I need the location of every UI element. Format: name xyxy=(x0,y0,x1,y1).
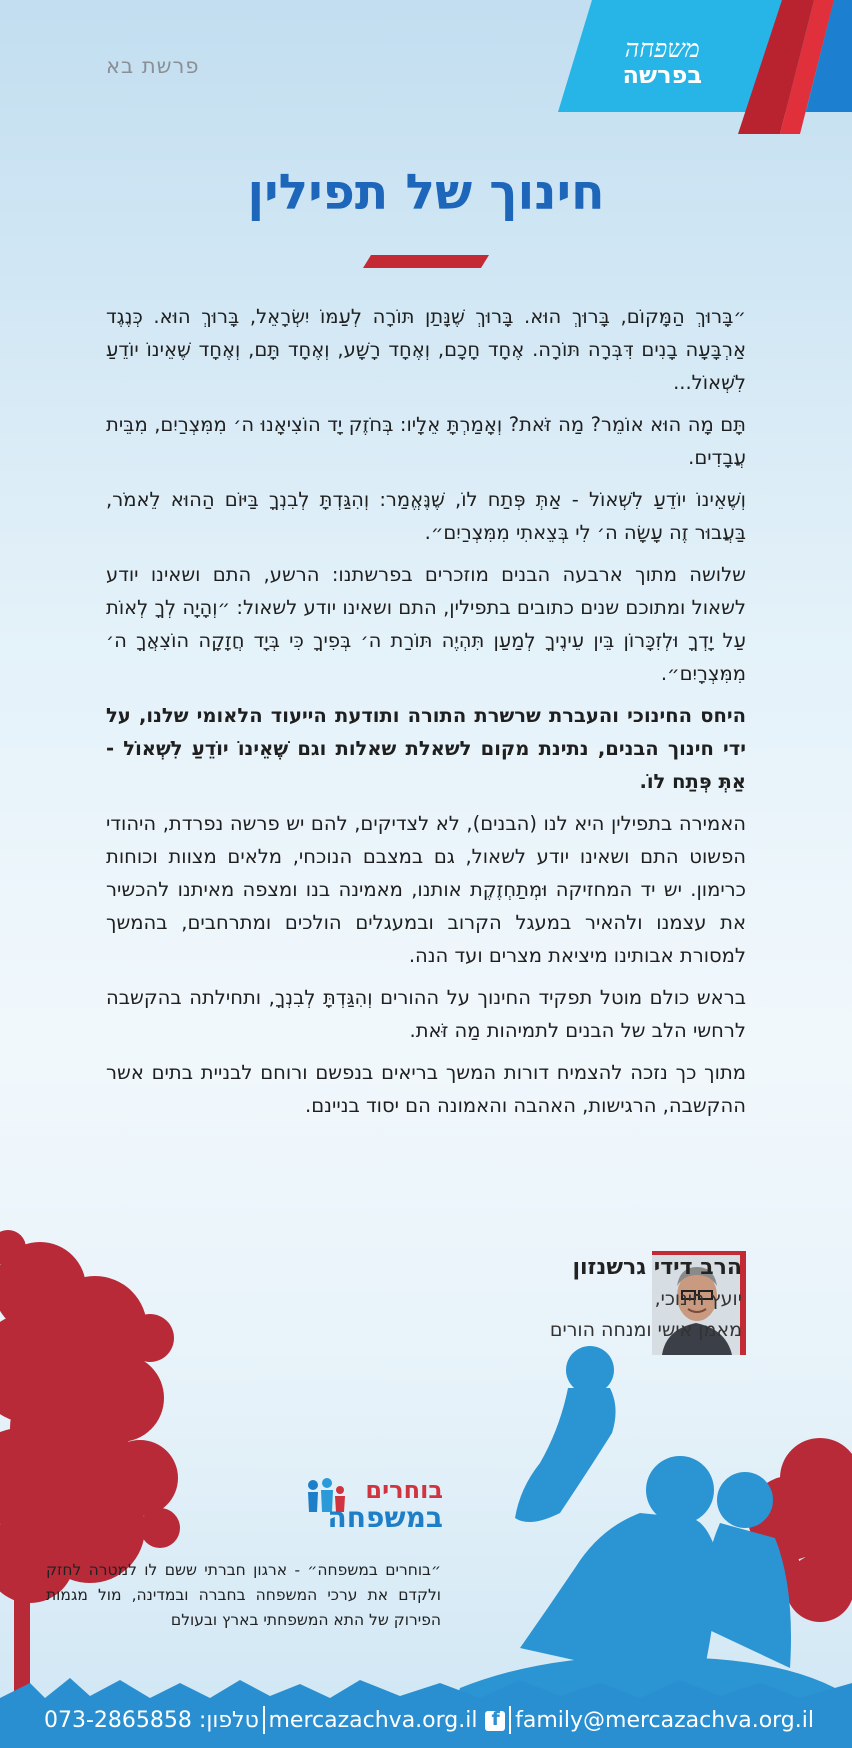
logo-line1: בוחרים xyxy=(365,1476,443,1504)
author-name: הרב דידי גרשנזון xyxy=(572,1255,742,1280)
brand-logo-script: משפחה xyxy=(624,34,700,63)
title-underline xyxy=(363,255,489,268)
red-tree-left xyxy=(0,1230,180,1728)
organization-description: ״בוחרים במשפחה״ - ארגון חברתי ששם לו למטרה לחזק ולקדם את ערכי המשפחה בחברה ובמדינה, מול מגמות הפירוק של התא המשפחתי בארץ ובעולם xyxy=(46,1561,441,1629)
author-title: מאמן אישי ומנחה הורים xyxy=(549,1319,742,1341)
article-paragraph-bold: היחס החינוכי והעברת שרשרת התורה ותודעת הייעוד הלאומי שלנו, על ידי חינוך הבנים, נתינת מקום לשאלת שאלות וגם שֶׁאֵינוֹ יוֹדֵעַ לִשְׁאוֹל - אַתְּ פְּתַח לוֹ. xyxy=(106,704,746,793)
footer-phone xyxy=(44,1708,259,1733)
brand-logo-sub: בפרשה xyxy=(622,61,702,89)
author-title: יועץ חינוכי, xyxy=(654,1288,742,1310)
article-paragraph: שלושה מתוך ארבעה הבנים מוזכרים בפרשתנו: הרשע, התם ושאינו יודע לשאול ומתוכם שנים כתובים בתפילין, התם ושאינו יודע לשאול: ״וְהָיָה לְךָ לְאוֹת עַל יָדְךָ וּלְזִכָּרוֹן בֵּין עֵינֶיךָ לְמַעַן תִּהְיֶה תּוֹרַת ה׳ בְּפִיךָ כִּי בְּיָד חֲזָקָה הוֹצִאֲךָ ה׳ מִמִּצְרָיִם״. xyxy=(106,563,746,685)
brand-logo xyxy=(622,36,702,90)
footer-separator xyxy=(509,1706,511,1734)
footer-separator xyxy=(263,1706,265,1734)
logo-line2: במשפחה xyxy=(327,1501,443,1534)
footer-email[interactable]: family@mercazachva.org.il xyxy=(515,1707,814,1733)
article-paragraph: בראש כולם מוטל תפקיד החינוך על ההורים וְהִגַּדְתָּ לְבִנְךָ, ותחילתה בהקשבה לרחשי הלב של הבנים לתמיהות מַה זֹּאת. xyxy=(106,986,746,1042)
facebook-icon[interactable] xyxy=(485,1711,505,1731)
article-paragraph: וְשֶׁאֵינוֹ יוֹדֵעַ לִשְׁאוֹל - אַתְּ פְּתַח לוֹ, שֶׁנֶּאֱמַר: וְהִגַּדְתָּ לְבִנְךָ בַּיּוֹם הַהוּא לֵאמֹר, בַּעֲבוּר זֶה עָשָׂה ה׳ לִי בְּצֵאתִי מִמִּצְרַיִם״. xyxy=(106,488,746,544)
author-block xyxy=(420,1252,742,1346)
footer-contacts xyxy=(44,1692,814,1748)
article-paragraph: ״בָּרוּךְ הַמָּקוֹם, בָּרוּךְ הוּא. בָּרוּךְ שֶׁנָּתַן תּוֹרָה לְעַמּוֹ יִשְׂרָאֵל, בָּרוּךְ הוּא. כְּנֶגֶד אַרְבָּעָה בָנִים דִּבְּרָה תּוֹרָה. אֶחָד חָכָם, וְאֶחָד רָשָׁע, וְאֶחָד תָּם, וְאֶחָד שֶׁאֵינוֹ יוֹדֵעַ לִשְׁאוֹל... xyxy=(106,305,746,394)
article-paragraph: האמירה בתפילין היא לנו (הבנים), לא לצדיקים, להם יש פרשה נפרדת, היהודי הפשוט התם ושאינו יודע לשאול, גם במצבם הנוכחי, מלאים מצוות וכוחות כרימון. יש יד המחזיקה וּמְתַחְזֶקֶת אותנו, מאמינה בנו ומצפה מאיתנו להכשיר את עצמנו ולהאיר במעגל הקרוב ובמעגלים הולכים ומתרחבים, בהמשך למסורת אבותינו מיציאת מצרים ועד הנה. xyxy=(106,812,746,967)
article-body xyxy=(106,300,746,1131)
article-paragraph: מתוך כך נזכה להצמיח דורות המשך בריאים בנפשם ורוחם לבניית בתים אשר ההקשבה, הרגישות, האהבה והאמונה הם יסוד בניינם. xyxy=(106,1061,746,1117)
phone-number: 073-2865858 xyxy=(44,1707,192,1733)
footer-website xyxy=(269,1708,506,1733)
article-title: חינוך של תפילין xyxy=(247,164,605,221)
parasha-label: פרשת בא xyxy=(106,54,200,78)
bochrim-bamishpacha-logo xyxy=(305,1478,443,1538)
footer xyxy=(0,1692,852,1748)
phone-label: טלפון: xyxy=(198,1707,259,1733)
website-link[interactable]: mercazachva.org.il xyxy=(268,1707,478,1733)
article-paragraph: תָּם מָה הוּא אוֹמֵר? מַה זֹּאת? וְאָמַרְתָּ אֵלָיו: בְּחֹזֶק יָד הוֹצִיאָנוּ ה׳ מִמִּצְרַיִם, מִבֵּית עֲבָדִים. xyxy=(106,413,746,469)
